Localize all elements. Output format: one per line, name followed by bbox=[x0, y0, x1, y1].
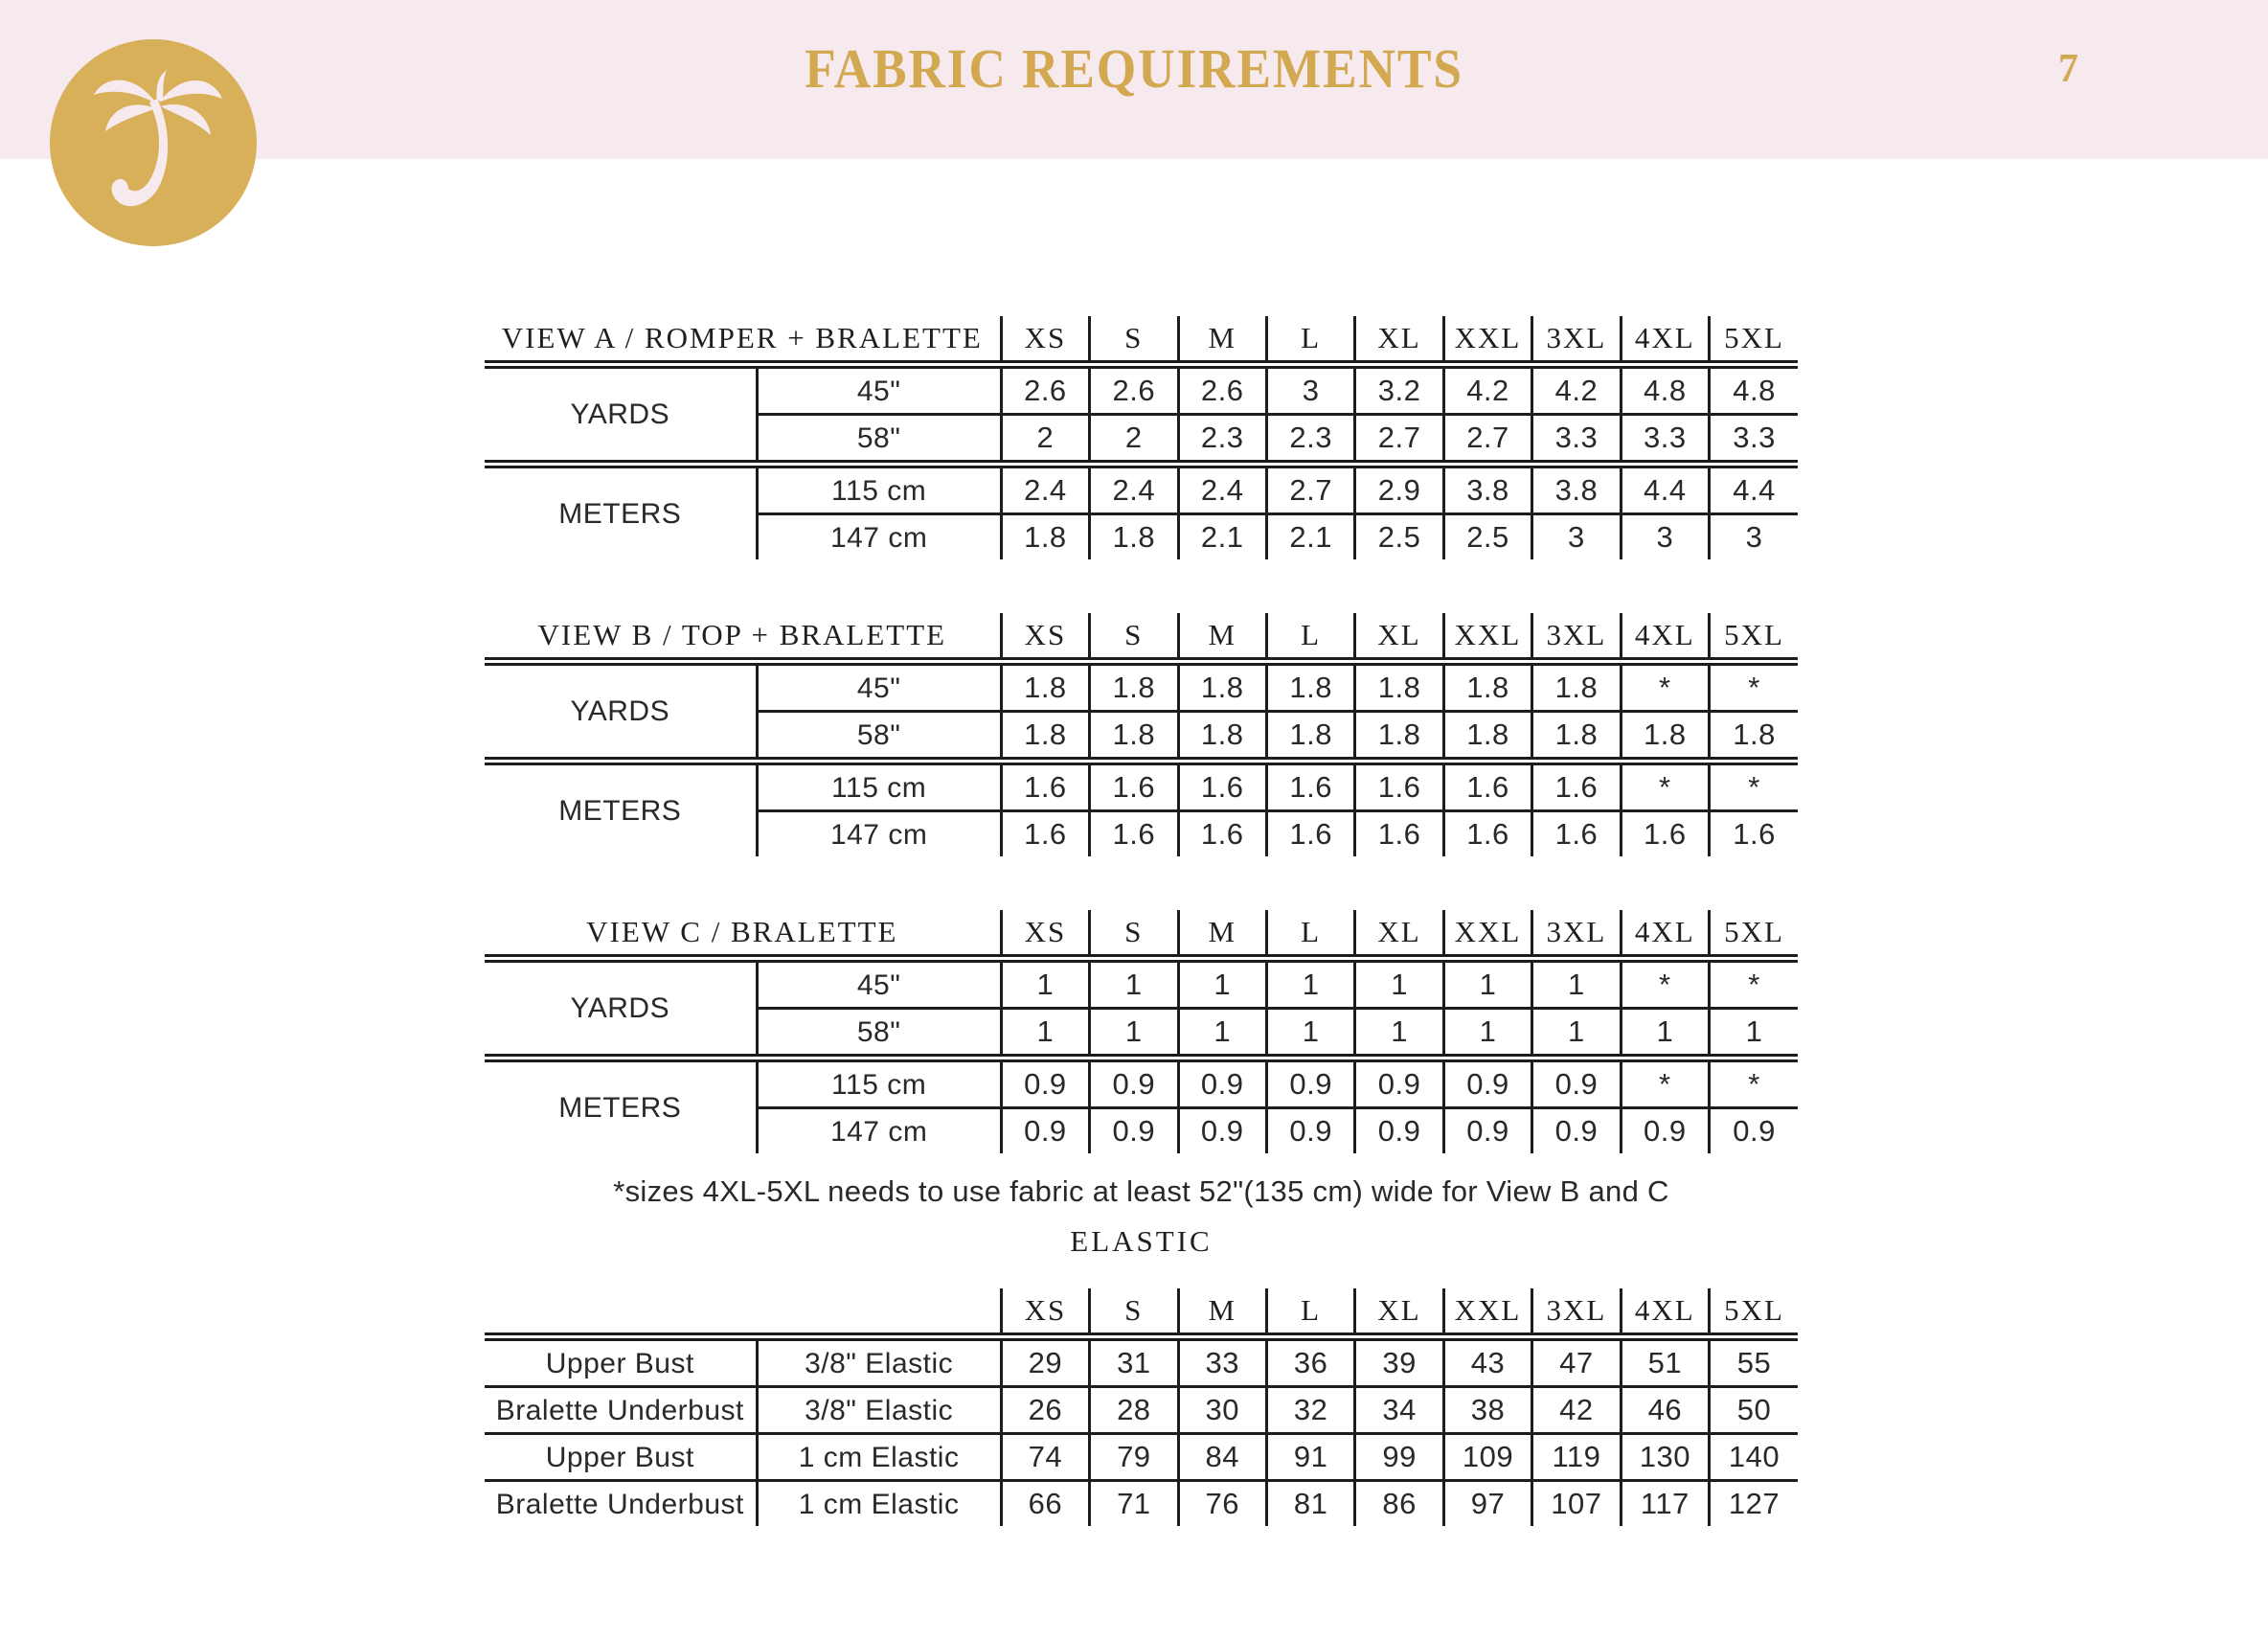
value-cell: 0.9 bbox=[1266, 1059, 1354, 1108]
page-title: FABRIC REQUIREMENTS bbox=[805, 37, 1463, 100]
fabric-width-label: 115 cm bbox=[757, 762, 1001, 811]
size-header-cell: XXL bbox=[1443, 316, 1531, 365]
value-cell: 3 bbox=[1710, 514, 1798, 560]
value-cell: 1.8 bbox=[1178, 712, 1266, 762]
elastic-row-label: Upper Bust bbox=[485, 1434, 757, 1481]
value-cell: 51 bbox=[1621, 1337, 1709, 1387]
size-header-cell: S bbox=[1090, 613, 1178, 662]
value-cell: 4.2 bbox=[1443, 365, 1531, 415]
page-number: 7 bbox=[2058, 47, 2078, 91]
value-cell: 1 bbox=[1178, 1009, 1266, 1059]
value-cell: 3.3 bbox=[1532, 415, 1621, 465]
value-cell: 109 bbox=[1443, 1434, 1531, 1481]
value-cell: 117 bbox=[1621, 1481, 1709, 1527]
value-cell: 2.3 bbox=[1178, 415, 1266, 465]
value-cell: * bbox=[1621, 959, 1709, 1009]
value-cell: 91 bbox=[1266, 1434, 1354, 1481]
unit-label: METERS bbox=[558, 1092, 682, 1124]
size-header-cell: XS bbox=[1001, 910, 1089, 959]
elastic-row-label: Bralette Underbust bbox=[495, 1488, 744, 1520]
value-cell: 1.6 bbox=[1532, 762, 1621, 811]
size-header-cell: S bbox=[1090, 1288, 1178, 1337]
view-table bbox=[485, 910, 1798, 1153]
size-header-cell: XS bbox=[1001, 613, 1089, 662]
size-header-cell: 3XL bbox=[1532, 316, 1621, 365]
value-cell: 99 bbox=[1355, 1434, 1443, 1481]
value-cell: 1 bbox=[1443, 959, 1531, 1009]
unit-label: YARDS bbox=[485, 662, 757, 762]
value-cell: 0.9 bbox=[1090, 1059, 1178, 1108]
value-cell: 2.4 bbox=[1178, 465, 1266, 514]
elastic-type-label: 3/8" Elastic bbox=[757, 1337, 1001, 1387]
size-header-cell: S bbox=[1090, 910, 1178, 959]
value-cell: 29 bbox=[1001, 1337, 1089, 1387]
size-header-cell: L bbox=[1266, 613, 1354, 662]
size-header-cell: 4XL bbox=[1621, 613, 1709, 662]
value-cell: 1.8 bbox=[1532, 662, 1621, 712]
size-header-cell: XL bbox=[1355, 316, 1443, 365]
size-header-cell: 4XL bbox=[1621, 1288, 1709, 1337]
value-cell: 55 bbox=[1710, 1337, 1798, 1387]
value-cell: 30 bbox=[1178, 1387, 1266, 1434]
elastic-row bbox=[485, 1387, 1798, 1434]
view-table-title: VIEW A / ROMPER + BRALETTE bbox=[485, 316, 1001, 365]
value-cell: 1 bbox=[1355, 1009, 1443, 1059]
value-cell: 86 bbox=[1355, 1481, 1443, 1527]
value-cell: 119 bbox=[1532, 1434, 1621, 1481]
value-cell: 1 bbox=[1532, 1009, 1621, 1059]
value-cell: 1.6 bbox=[1355, 762, 1443, 811]
value-cell: 107 bbox=[1532, 1481, 1621, 1527]
value-cell: 1.6 bbox=[1266, 811, 1354, 857]
value-cell: 2.4 bbox=[1090, 465, 1178, 514]
size-header-cell: XL bbox=[1355, 613, 1443, 662]
fabric-width-label: 45" bbox=[757, 662, 1001, 712]
value-cell: 2.4 bbox=[1001, 465, 1089, 514]
value-cell: 1.6 bbox=[1001, 811, 1089, 857]
table-row bbox=[485, 959, 1798, 1009]
size-header-cell: 3XL bbox=[1532, 613, 1621, 662]
value-cell: 26 bbox=[1001, 1387, 1089, 1434]
size-header-row bbox=[485, 613, 1798, 662]
fabric-width-label: 58" bbox=[757, 712, 1001, 762]
value-cell: 1.8 bbox=[1355, 662, 1443, 712]
size-header-row bbox=[485, 316, 1798, 365]
value-cell: 1 bbox=[1266, 959, 1354, 1009]
value-cell: 76 bbox=[1178, 1481, 1266, 1527]
elastic-table bbox=[485, 1288, 1798, 1526]
size-header-cell: M bbox=[1178, 316, 1266, 365]
value-cell: 1.8 bbox=[1621, 712, 1709, 762]
view-table bbox=[485, 316, 1798, 559]
elastic-heading: ELASTIC bbox=[1070, 1224, 1213, 1258]
value-cell: 1.6 bbox=[1443, 811, 1531, 857]
size-header-cell: XXL bbox=[1443, 613, 1531, 662]
size-header-cell: XS bbox=[1001, 1288, 1089, 1337]
size-header-cell: L bbox=[1266, 316, 1354, 365]
value-cell: 31 bbox=[1090, 1337, 1178, 1387]
value-cell: 2.6 bbox=[1178, 365, 1266, 415]
value-cell: 1.8 bbox=[1355, 712, 1443, 762]
value-cell: 1 bbox=[1090, 959, 1178, 1009]
size-header-cell: M bbox=[1178, 1288, 1266, 1337]
value-cell: 79 bbox=[1090, 1434, 1178, 1481]
fabric-width-label: 147 cm bbox=[757, 514, 1001, 560]
size-header-cell: XS bbox=[1001, 316, 1089, 365]
elastic-row bbox=[485, 1481, 1798, 1527]
size-header-cell: XXL bbox=[1443, 1288, 1531, 1337]
value-cell: 0.9 bbox=[1266, 1108, 1354, 1154]
value-cell: 1 bbox=[1532, 959, 1621, 1009]
value-cell: * bbox=[1710, 762, 1798, 811]
value-cell: 2.6 bbox=[1001, 365, 1089, 415]
value-cell: 1.8 bbox=[1532, 712, 1621, 762]
value-cell: * bbox=[1621, 762, 1709, 811]
view-table bbox=[485, 613, 1798, 856]
value-cell: 1.6 bbox=[1090, 762, 1178, 811]
value-cell: 1.8 bbox=[1710, 712, 1798, 762]
size-header-cell: L bbox=[1266, 1288, 1354, 1337]
elastic-row-label: Upper Bust bbox=[485, 1337, 757, 1387]
fabric-width-label: 115 cm bbox=[757, 465, 1001, 514]
size-header-cell: 4XL bbox=[1621, 910, 1709, 959]
fabric-width-label: 45" bbox=[757, 365, 1001, 415]
value-cell: 47 bbox=[1532, 1337, 1621, 1387]
elastic-type-label: 1 cm Elastic bbox=[757, 1434, 1001, 1481]
value-cell: 2.3 bbox=[1266, 415, 1354, 465]
value-cell: 3.3 bbox=[1710, 415, 1798, 465]
elastic-type-label: 3/8" Elastic bbox=[757, 1387, 1001, 1434]
table-row bbox=[485, 1059, 1798, 1108]
value-cell: 1.8 bbox=[1001, 514, 1089, 560]
value-cell: 36 bbox=[1266, 1337, 1354, 1387]
value-cell: 0.9 bbox=[1178, 1108, 1266, 1154]
value-cell: 1.8 bbox=[1266, 662, 1354, 712]
size-header-cell: 5XL bbox=[1710, 1288, 1798, 1337]
unit-label: YARDS bbox=[485, 365, 757, 465]
size-header-cell: S bbox=[1090, 316, 1178, 365]
value-cell: 3 bbox=[1266, 365, 1354, 415]
value-cell: 1.6 bbox=[1090, 811, 1178, 857]
value-cell: 0.9 bbox=[1001, 1108, 1089, 1154]
table-row bbox=[485, 662, 1798, 712]
size-header-cell: XL bbox=[1355, 1288, 1443, 1337]
table-row bbox=[485, 365, 1798, 415]
value-cell: 1.8 bbox=[1090, 514, 1178, 560]
value-cell: 0.9 bbox=[1090, 1108, 1178, 1154]
value-cell: 127 bbox=[1710, 1481, 1798, 1527]
size-header-cell: 5XL bbox=[1710, 316, 1798, 365]
size-header-cell: M bbox=[1178, 613, 1266, 662]
value-cell: 1.8 bbox=[1443, 712, 1531, 762]
fabric-width-label: 58" bbox=[757, 1009, 1001, 1059]
value-cell: 1.6 bbox=[1621, 811, 1709, 857]
fabric-width-label: 58" bbox=[757, 415, 1001, 465]
value-cell: 1.6 bbox=[1443, 762, 1531, 811]
size-header-cell: 5XL bbox=[1710, 613, 1798, 662]
value-cell: 2.7 bbox=[1355, 415, 1443, 465]
value-cell: 0.9 bbox=[1443, 1108, 1531, 1154]
value-cell: 33 bbox=[1178, 1337, 1266, 1387]
value-cell: 0.9 bbox=[1178, 1059, 1266, 1108]
value-cell: 1.6 bbox=[1178, 762, 1266, 811]
value-cell: * bbox=[1710, 662, 1798, 712]
value-cell: 1.8 bbox=[1266, 712, 1354, 762]
value-cell: 2.1 bbox=[1266, 514, 1354, 560]
value-cell: 4.4 bbox=[1710, 465, 1798, 514]
value-cell: 0.9 bbox=[1532, 1059, 1621, 1108]
value-cell: 4.8 bbox=[1621, 365, 1709, 415]
value-cell: 1.6 bbox=[1266, 762, 1354, 811]
value-cell: 1 bbox=[1443, 1009, 1531, 1059]
value-cell: 2.7 bbox=[1266, 465, 1354, 514]
view-table-title: VIEW C / BRALETTE bbox=[485, 910, 1001, 959]
value-cell: 0.9 bbox=[1621, 1108, 1709, 1154]
value-cell: 32 bbox=[1266, 1387, 1354, 1434]
value-cell: 43 bbox=[1443, 1337, 1531, 1387]
elastic-row bbox=[485, 1337, 1798, 1387]
value-cell: 0.9 bbox=[1532, 1108, 1621, 1154]
value-cell: 34 bbox=[1355, 1387, 1443, 1434]
value-cell: 1.8 bbox=[1090, 712, 1178, 762]
value-cell: 2.5 bbox=[1443, 514, 1531, 560]
value-cell: 28 bbox=[1090, 1387, 1178, 1434]
value-cell: 2.5 bbox=[1355, 514, 1443, 560]
size-header-cell: XL bbox=[1355, 910, 1443, 959]
value-cell: 1.8 bbox=[1090, 662, 1178, 712]
value-cell: 71 bbox=[1090, 1481, 1178, 1527]
size-footnote: *sizes 4XL-5XL needs to use fabric at least 52"(135 cm) wide for View B and C bbox=[613, 1174, 1669, 1208]
elastic-row bbox=[485, 1434, 1798, 1481]
value-cell: 66 bbox=[1001, 1481, 1089, 1527]
size-header-cell: L bbox=[1266, 910, 1354, 959]
size-header-cell: 5XL bbox=[1710, 910, 1798, 959]
value-cell: 1.8 bbox=[1443, 662, 1531, 712]
value-cell: * bbox=[1710, 959, 1798, 1009]
value-cell: 1 bbox=[1266, 1009, 1354, 1059]
value-cell: 1.6 bbox=[1532, 811, 1621, 857]
value-cell: 1 bbox=[1621, 1009, 1709, 1059]
value-cell: 0.9 bbox=[1443, 1059, 1531, 1108]
size-header-cell: XXL bbox=[1443, 910, 1531, 959]
size-header-cell: 3XL bbox=[1532, 910, 1621, 959]
fabric-width-label: 147 cm bbox=[757, 811, 1001, 857]
size-header-cell: M bbox=[1178, 910, 1266, 959]
value-cell: * bbox=[1621, 662, 1709, 712]
value-cell: 2.7 bbox=[1443, 415, 1531, 465]
value-cell: 1 bbox=[1090, 1009, 1178, 1059]
value-cell: 3 bbox=[1621, 514, 1709, 560]
value-cell: 130 bbox=[1621, 1434, 1709, 1481]
fabric-width-label: 147 cm bbox=[757, 1108, 1001, 1154]
value-cell: 2.9 bbox=[1355, 465, 1443, 514]
unit-label: METERS bbox=[558, 498, 682, 530]
value-cell: 2 bbox=[1090, 415, 1178, 465]
value-cell: 3.3 bbox=[1621, 415, 1709, 465]
size-header-row bbox=[485, 1288, 1798, 1337]
value-cell: * bbox=[1710, 1059, 1798, 1108]
value-cell: 4.4 bbox=[1621, 465, 1709, 514]
value-cell: * bbox=[1621, 1059, 1709, 1108]
size-header-row bbox=[485, 910, 1798, 959]
size-header-cell: 4XL bbox=[1621, 316, 1709, 365]
value-cell: 81 bbox=[1266, 1481, 1354, 1527]
value-cell: 1.6 bbox=[1710, 811, 1798, 857]
value-cell: 1 bbox=[1355, 959, 1443, 1009]
value-cell: 4.8 bbox=[1710, 365, 1798, 415]
value-cell: 1 bbox=[1178, 959, 1266, 1009]
unit-label: YARDS bbox=[485, 959, 757, 1059]
value-cell: 2 bbox=[1001, 415, 1089, 465]
value-cell: 1.8 bbox=[1001, 712, 1089, 762]
value-cell: 84 bbox=[1178, 1434, 1266, 1481]
value-cell: 1.8 bbox=[1178, 662, 1266, 712]
value-cell: 140 bbox=[1710, 1434, 1798, 1481]
elastic-type-label: 1 cm Elastic bbox=[757, 1481, 1001, 1527]
fabric-width-label: 115 cm bbox=[757, 1059, 1001, 1108]
value-cell: 3 bbox=[1532, 514, 1621, 560]
value-cell: 1 bbox=[1001, 959, 1089, 1009]
value-cell: 2.1 bbox=[1178, 514, 1266, 560]
view-table-title: VIEW B / TOP + BRALETTE bbox=[485, 613, 1001, 662]
value-cell: 39 bbox=[1355, 1337, 1443, 1387]
unit-label: METERS bbox=[558, 795, 682, 827]
value-cell: 0.9 bbox=[1355, 1059, 1443, 1108]
value-cell: 0.9 bbox=[1710, 1108, 1798, 1154]
value-cell: 3.2 bbox=[1355, 365, 1443, 415]
value-cell: 0.9 bbox=[1355, 1108, 1443, 1154]
value-cell: 1 bbox=[1710, 1009, 1798, 1059]
table-row bbox=[485, 762, 1798, 811]
elastic-header-spacer bbox=[485, 1288, 1001, 1337]
value-cell: 74 bbox=[1001, 1434, 1089, 1481]
value-cell: 42 bbox=[1532, 1387, 1621, 1434]
value-cell: 1.6 bbox=[1355, 811, 1443, 857]
value-cell: 3.8 bbox=[1443, 465, 1531, 514]
value-cell: 0.9 bbox=[1001, 1059, 1089, 1108]
value-cell: 1.6 bbox=[1001, 762, 1089, 811]
fabric-width-label: 45" bbox=[757, 959, 1001, 1009]
size-header-cell: 3XL bbox=[1532, 1288, 1621, 1337]
value-cell: 2.6 bbox=[1090, 365, 1178, 415]
value-cell: 1.8 bbox=[1001, 662, 1089, 712]
value-cell: 4.2 bbox=[1532, 365, 1621, 415]
value-cell: 38 bbox=[1443, 1387, 1531, 1434]
value-cell: 3.8 bbox=[1532, 465, 1621, 514]
elastic-row-label: Bralette Underbust bbox=[485, 1387, 757, 1434]
value-cell: 50 bbox=[1710, 1387, 1798, 1434]
value-cell: 1 bbox=[1001, 1009, 1089, 1059]
value-cell: 1.6 bbox=[1178, 811, 1266, 857]
table-row bbox=[485, 465, 1798, 514]
value-cell: 46 bbox=[1621, 1387, 1709, 1434]
value-cell: 97 bbox=[1443, 1481, 1531, 1527]
